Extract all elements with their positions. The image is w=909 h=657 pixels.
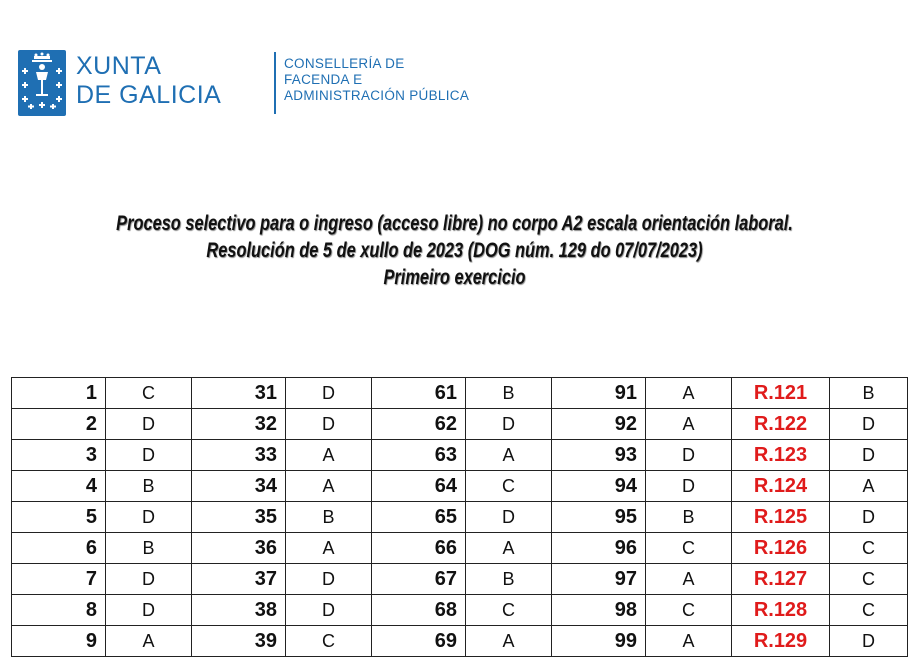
question-number: 1 — [12, 378, 106, 409]
question-number: 4 — [12, 471, 106, 502]
question-number: 93 — [552, 440, 646, 471]
answer-key-table — [11, 377, 908, 657]
answer-letter: C — [466, 595, 552, 626]
answer-letter: C — [286, 626, 372, 657]
answer-letter: A — [286, 471, 372, 502]
answer-letter: B — [286, 502, 372, 533]
title-line-1: Proceso selectivo para o ingreso (acceso libre) no corpo A2 escala orientación laboral. — [116, 212, 793, 235]
question-number: 37 — [192, 564, 286, 595]
question-number: 9 — [12, 626, 106, 657]
logo-divider — [274, 52, 276, 114]
reserve-question-number: R.123 — [732, 440, 830, 471]
table-row — [12, 471, 908, 502]
table-row — [12, 564, 908, 595]
brand-name — [76, 52, 276, 110]
answer-letter: A — [466, 440, 552, 471]
question-number: 96 — [552, 533, 646, 564]
question-number: 97 — [552, 564, 646, 595]
question-number: 65 — [372, 502, 466, 533]
answer-letter: D — [286, 409, 372, 440]
brand-line-1: XUNTA — [76, 52, 162, 80]
question-number: 38 — [192, 595, 286, 626]
answer-letter: A — [646, 378, 732, 409]
answer-letter: A — [466, 533, 552, 564]
answer-letter: B — [106, 533, 192, 564]
question-number: 36 — [192, 533, 286, 564]
answer-letter: A — [830, 471, 908, 502]
reserve-question-number: R.125 — [732, 502, 830, 533]
answer-letter: D — [830, 409, 908, 440]
reserve-question-number: R.129 — [732, 626, 830, 657]
answer-letter: C — [830, 533, 908, 564]
question-number: 67 — [372, 564, 466, 595]
question-number: 3 — [12, 440, 106, 471]
table-row — [12, 378, 908, 409]
question-number: 61 — [372, 378, 466, 409]
dept-line-3: ADMINISTRACIÓN PÚBLICA — [284, 88, 470, 103]
question-number: 31 — [192, 378, 286, 409]
answer-letter: B — [106, 471, 192, 502]
question-number: 7 — [12, 564, 106, 595]
question-number: 32 — [192, 409, 286, 440]
question-number: 98 — [552, 595, 646, 626]
answer-letter: C — [106, 378, 192, 409]
title-line-3: Primeiro exercicio — [383, 266, 526, 289]
reserve-question-number: R.124 — [732, 471, 830, 502]
answer-letter: D — [646, 440, 732, 471]
question-number: 94 — [552, 471, 646, 502]
answer-letter: D — [286, 564, 372, 595]
table-row — [12, 533, 908, 564]
brand-line-2: DE GALICIA — [76, 81, 222, 109]
title-line-2: Resolución de 5 de xullo de 2023 (DOG núm. 129 do 07/07/2023) — [206, 239, 703, 262]
answer-letter: A — [286, 440, 372, 471]
answer-letter: D — [286, 595, 372, 626]
table-row — [12, 502, 908, 533]
question-number: 8 — [12, 595, 106, 626]
answer-letter: B — [466, 378, 552, 409]
question-number: 63 — [372, 440, 466, 471]
answer-letter: D — [106, 409, 192, 440]
question-number: 91 — [552, 378, 646, 409]
galicia-coat-of-arms-icon — [18, 50, 66, 116]
answer-letter: D — [830, 440, 908, 471]
answer-letter: D — [466, 502, 552, 533]
dept-line-2: FACENDA E — [284, 72, 363, 87]
answer-letter: A — [646, 409, 732, 440]
answer-letter: A — [646, 626, 732, 657]
document-title — [100, 210, 809, 291]
table-row — [12, 440, 908, 471]
question-number: 92 — [552, 409, 646, 440]
question-number: 2 — [12, 409, 106, 440]
reserve-question-number: R.127 — [732, 564, 830, 595]
answer-letter: A — [646, 564, 732, 595]
question-number: 62 — [372, 409, 466, 440]
question-number: 95 — [552, 502, 646, 533]
answer-letter: C — [466, 471, 552, 502]
answer-letter: D — [106, 502, 192, 533]
answer-letter: D — [106, 595, 192, 626]
answer-letter: B — [830, 378, 908, 409]
table-row — [12, 626, 908, 657]
answer-letter: A — [466, 626, 552, 657]
question-number: 99 — [552, 626, 646, 657]
answer-letter: B — [466, 564, 552, 595]
answer-letter: D — [466, 409, 552, 440]
reserve-question-number: R.126 — [732, 533, 830, 564]
answer-letter: C — [646, 533, 732, 564]
table-row — [12, 595, 908, 626]
question-number: 35 — [192, 502, 286, 533]
answer-letter: D — [286, 378, 372, 409]
question-number: 5 — [12, 502, 106, 533]
answer-letter: C — [646, 595, 732, 626]
question-number: 33 — [192, 440, 286, 471]
answer-letter: D — [106, 564, 192, 595]
answer-letter: D — [646, 471, 732, 502]
answer-letter: B — [646, 502, 732, 533]
question-number: 39 — [192, 626, 286, 657]
question-number: 68 — [372, 595, 466, 626]
question-number: 64 — [372, 471, 466, 502]
department-name — [284, 56, 544, 104]
question-number: 69 — [372, 626, 466, 657]
answer-letter: D — [830, 502, 908, 533]
answer-letter: C — [830, 595, 908, 626]
answer-letter: A — [286, 533, 372, 564]
reserve-question-number: R.128 — [732, 595, 830, 626]
question-number: 34 — [192, 471, 286, 502]
answer-key-body — [12, 378, 908, 657]
answer-letter: C — [830, 564, 908, 595]
question-number: 66 — [372, 533, 466, 564]
reserve-question-number: R.122 — [732, 409, 830, 440]
dept-line-1: CONSELLERÍA DE — [284, 56, 405, 71]
answer-letter: D — [106, 440, 192, 471]
question-number: 6 — [12, 533, 106, 564]
answer-letter: D — [830, 626, 908, 657]
table-row — [12, 409, 908, 440]
reserve-question-number: R.121 — [732, 378, 830, 409]
answer-letter: A — [106, 626, 192, 657]
